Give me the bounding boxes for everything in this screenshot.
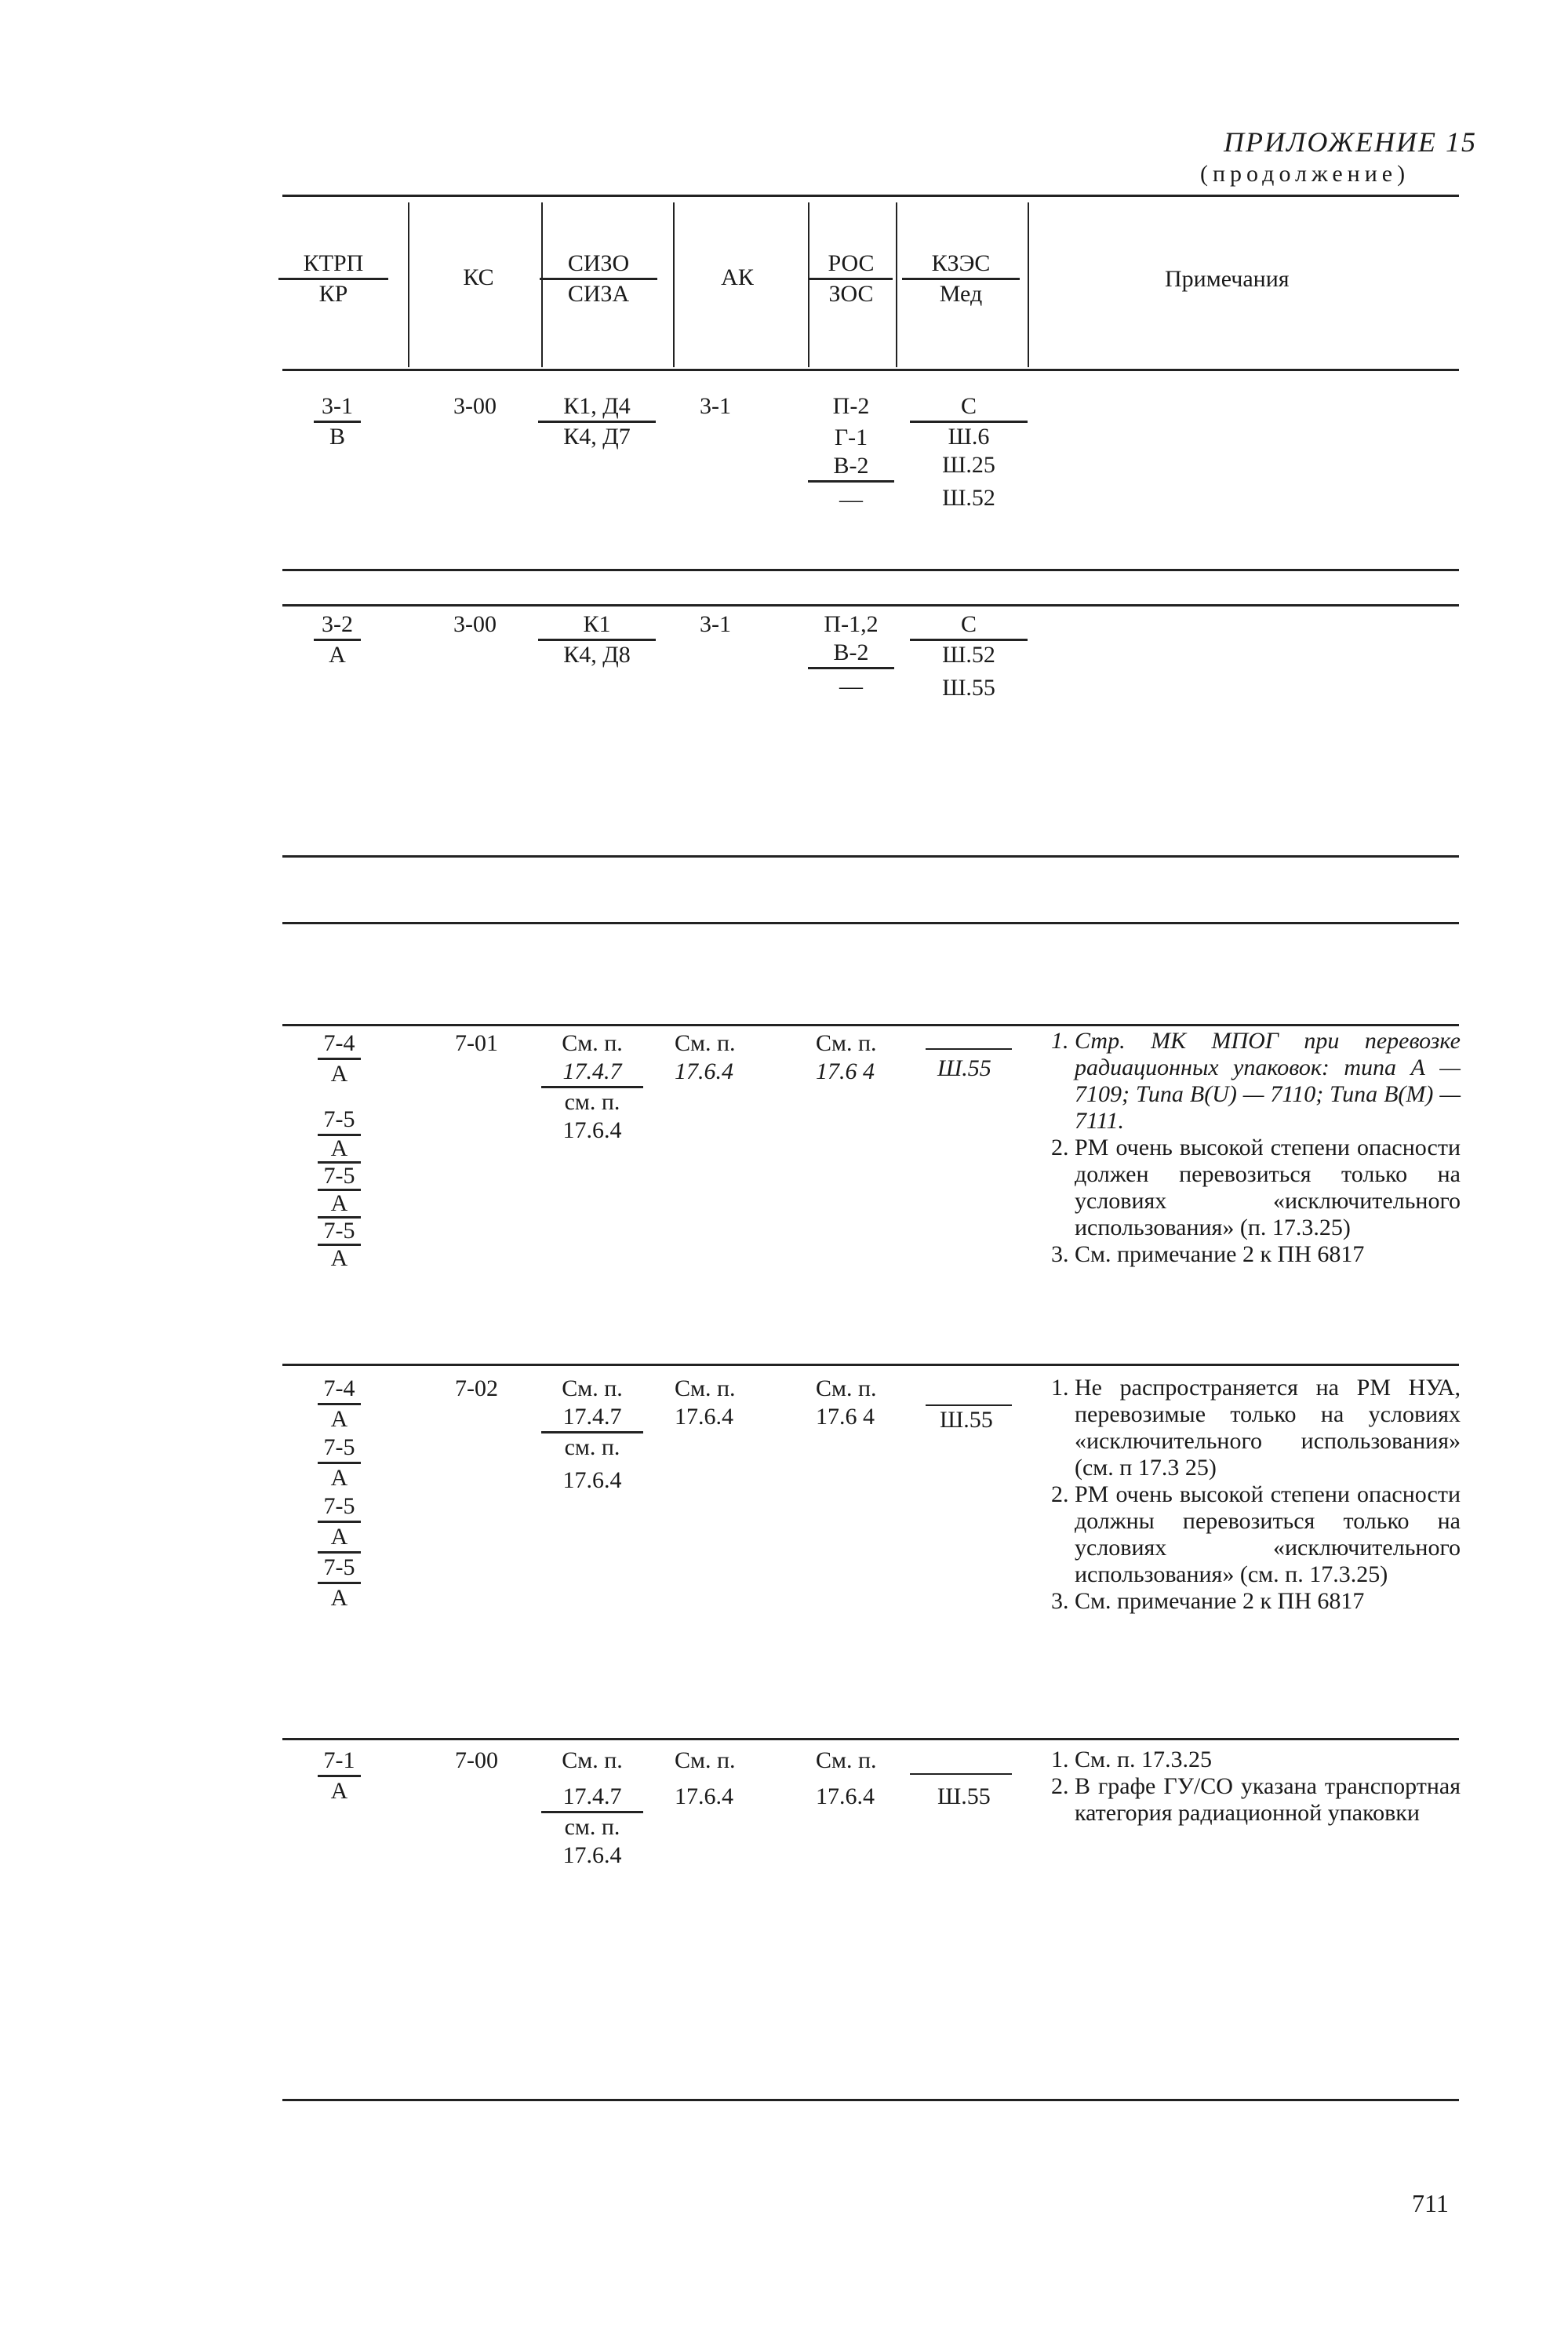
col-header-sizo-top: СИЗО (540, 250, 657, 280)
row5-notes (1037, 1747, 1461, 1827)
row3-ktrp-1: 7-4 (318, 1029, 361, 1060)
row3-ktrp-7: 7-5 (318, 1219, 361, 1246)
col-header-kzes-bottom: Мед (939, 281, 983, 307)
row2-ak: 3-1 (700, 611, 731, 637)
row5-sizo (541, 1747, 643, 1870)
col-sep-1 (408, 202, 409, 367)
row3-ros-1: См. п. (816, 1030, 877, 1056)
row1-ros-3: В-2 (808, 452, 894, 483)
row3-kzes-rule (926, 1048, 1012, 1050)
appendix-subtitle: (продолжение) (1200, 161, 1410, 187)
row4-ktrp-2: А (330, 1406, 348, 1432)
row-rule (282, 1364, 1459, 1366)
row1-ros-2: Г-1 (834, 424, 868, 450)
header-bottom-rule (282, 369, 1459, 371)
row3-ktrp-5: 7-5 (318, 1164, 361, 1191)
row5-ktrp (318, 1747, 361, 1805)
col-header-ktrp (278, 250, 388, 308)
row3-note-3: 3. См. примечание 2 к ПН 6817 (1075, 1241, 1461, 1268)
col-header-sizo-bottom: СИЗА (567, 281, 630, 307)
row5-ak-1: См. п. (675, 1747, 736, 1773)
row2-sizo-bottom: К4, Д8 (563, 642, 631, 668)
row4-sizo-2: 17.4.7 (541, 1403, 643, 1433)
row3-ak-2: 17.6.4 (675, 1058, 733, 1084)
row2-sizo (538, 610, 656, 669)
row5-note-1: 1. См. п. 17.3.25 (1075, 1747, 1461, 1773)
row5-ks: 7-00 (455, 1747, 498, 1773)
row2-ktrp (314, 610, 361, 669)
row5-sizo-4: 17.6.4 (562, 1842, 622, 1868)
row-rule (282, 1738, 1459, 1740)
col-header-ros-bottom: ЗОС (828, 281, 874, 307)
row1-ktrp (314, 392, 361, 451)
row4-ktrp-4: А (330, 1465, 348, 1491)
row3-ktrp-8: А (330, 1245, 348, 1271)
row1-ktrp-bottom: В (329, 424, 345, 450)
row4-sizo-3: см. п. (564, 1434, 620, 1460)
row3-sizo-1: См. п. (562, 1030, 623, 1056)
table-bottom-rule (282, 2099, 1459, 2101)
row5-ktrp-bottom: А (330, 1778, 348, 1804)
row3-ktrp (318, 1029, 361, 1271)
row4-sizo (541, 1375, 643, 1495)
row3-ak-1: См. п. (675, 1030, 736, 1056)
row2-ros-2: В-2 (808, 639, 894, 669)
row1-ktrp-top: 3-1 (314, 392, 361, 423)
row4-ktrp-1: 7-4 (318, 1375, 361, 1405)
row5-sizo-2: 17.4.7 (541, 1783, 643, 1813)
row1-sizo (538, 392, 656, 451)
row1-ros-4: — (839, 486, 863, 512)
row4-ak (675, 1375, 736, 1431)
col-sep-6 (1028, 202, 1029, 367)
col-sep-5 (896, 202, 897, 367)
col-header-ktrp-bottom: КР (318, 281, 348, 307)
row4-note-3: 3. См. примечание 2 к ПН 6817 (1075, 1588, 1461, 1615)
row3-note-1: 1. Стр. МК МПОГ при перевозке радиационных упаковок: типа А — 7109; Типа В(U) — 7110; Типа В(М) — 7111. (1075, 1028, 1461, 1135)
row4-ak-1: См. п. (675, 1375, 736, 1401)
row-rule (282, 922, 1459, 924)
row2-sizo-top: К1 (538, 610, 656, 641)
row5-ros (816, 1747, 877, 1811)
col-sep-3 (673, 202, 675, 367)
row4-note-2: 2. РМ очень высокой степени опасности должны перевозиться только на условиях «исключительного использования» (см. п. 17.3.25) (1075, 1481, 1461, 1588)
row2-ks: 3-00 (453, 611, 497, 637)
row1-sizo-top: К1, Д4 (538, 392, 656, 423)
row2-ros-3: — (839, 673, 863, 699)
row3-sizo (541, 1029, 643, 1145)
row4-ktrp-5: 7-5 (318, 1492, 361, 1523)
row3-notes (1037, 1028, 1461, 1268)
row3-note-2: 2. РМ очень высокой степени опасности должен перевозиться только на условиях «исключительного использования» (п. 17.3.25) (1075, 1135, 1461, 1241)
row2-kzes-2: Ш.52 (942, 642, 995, 668)
row3-ktrp-6: А (318, 1191, 361, 1219)
col-header-ktrp-top: КТРП (278, 250, 388, 280)
row3-ktrp-4: А (318, 1136, 361, 1164)
row2-ktrp-top: 3-2 (314, 610, 361, 641)
row-rule (282, 1024, 1459, 1026)
row4-ktrp-6: А (318, 1523, 361, 1554)
row-rule (282, 855, 1459, 858)
row4-ktrp (318, 1375, 361, 1612)
row3-ks: 7-01 (455, 1030, 498, 1056)
row3-sizo-2: 17.4.7 (541, 1058, 643, 1088)
row2-kzes-1: С (910, 610, 1028, 641)
row5-sizo-3: см. п. (564, 1814, 620, 1840)
row3-kzes: Ш.55 (937, 1055, 991, 1081)
row1-kzes-3: Ш.25 (942, 452, 995, 478)
row3-ros (816, 1029, 877, 1086)
col-header-notes: Примечания (1165, 266, 1290, 292)
row2-kzes-3: Ш.55 (942, 675, 995, 701)
row4-note-1: 1. Не распространяется на РМ НУА, перевозимые только на условиях «исключительного использования» (см. п 17.3 25) (1075, 1375, 1461, 1481)
row5-ros-1: См. п. (816, 1747, 877, 1773)
col-header-ks: КС (463, 264, 494, 290)
page-number: 711 (1412, 2189, 1449, 2217)
row5-ak-2: 17.6.4 (675, 1783, 733, 1809)
col-header-sizo (540, 250, 657, 308)
row5-kzes: Ш.55 (937, 1783, 991, 1809)
row-rule (282, 604, 1459, 607)
row1-kzes-4: Ш.52 (942, 485, 995, 511)
row4-sizo-1: См. п. (562, 1375, 623, 1401)
row4-ros (816, 1375, 877, 1431)
col-header-ak: АК (721, 264, 754, 290)
row4-notes (1037, 1375, 1461, 1615)
col-header-ros (809, 250, 893, 308)
row5-ktrp-top: 7-1 (318, 1747, 361, 1777)
col-header-kzes-top: КЗЭС (902, 250, 1020, 280)
row4-ktrp-7: 7-5 (318, 1554, 361, 1584)
row1-sizo-bottom: К4, Д7 (563, 424, 631, 450)
row3-ros-2: 17.6 4 (816, 1058, 875, 1084)
row4-ktrp-8: А (330, 1585, 348, 1611)
row4-ak-2: 17.6.4 (675, 1404, 733, 1430)
row-rule (282, 569, 1459, 571)
row2-kzes (910, 610, 1028, 702)
row1-ros (808, 392, 894, 514)
col-header-ros-top: РОС (809, 250, 893, 280)
row3-ak (675, 1029, 736, 1086)
row1-ak: 3-1 (700, 393, 731, 419)
row5-sizo-1: См. п. (562, 1747, 623, 1773)
row3-ktrp-2: А (330, 1061, 348, 1087)
row5-note-2: 2. В графе ГУ/СО указана транспортная категория радиационной упаковки (1075, 1773, 1461, 1827)
row5-ros-2: 17.6.4 (816, 1783, 875, 1809)
row1-kzes-1: С (910, 392, 1028, 423)
row4-kzes: Ш.55 (940, 1407, 993, 1433)
row3-sizo-3: см. п. (564, 1089, 620, 1115)
appendix-title: ПРИЛОЖЕНИЕ 15 (1224, 126, 1477, 158)
row3-ktrp-3: 7-5 (318, 1106, 361, 1136)
row2-ros-1: П-1,2 (824, 611, 879, 637)
row4-ros-1: См. п. (816, 1375, 877, 1401)
row2-ktrp-bottom: А (329, 642, 346, 668)
table-top-rule (282, 195, 1459, 197)
row4-ktrp-3: 7-5 (318, 1433, 361, 1464)
row3-sizo-4: 17.6.4 (562, 1117, 622, 1143)
col-header-kzes (902, 250, 1020, 308)
row4-ros-2: 17.6 4 (816, 1404, 875, 1430)
row5-kzes-rule (910, 1773, 1012, 1775)
row4-ks: 7-02 (455, 1375, 498, 1401)
row1-ros-1: П-2 (832, 393, 870, 419)
row1-kzes (910, 392, 1028, 512)
row2-ros (808, 610, 894, 701)
row4-sizo-4: 17.6.4 (562, 1467, 622, 1493)
row1-ks: 3-00 (453, 393, 497, 419)
row1-kzes-2: Ш.6 (948, 424, 990, 450)
row5-ak (675, 1747, 736, 1811)
